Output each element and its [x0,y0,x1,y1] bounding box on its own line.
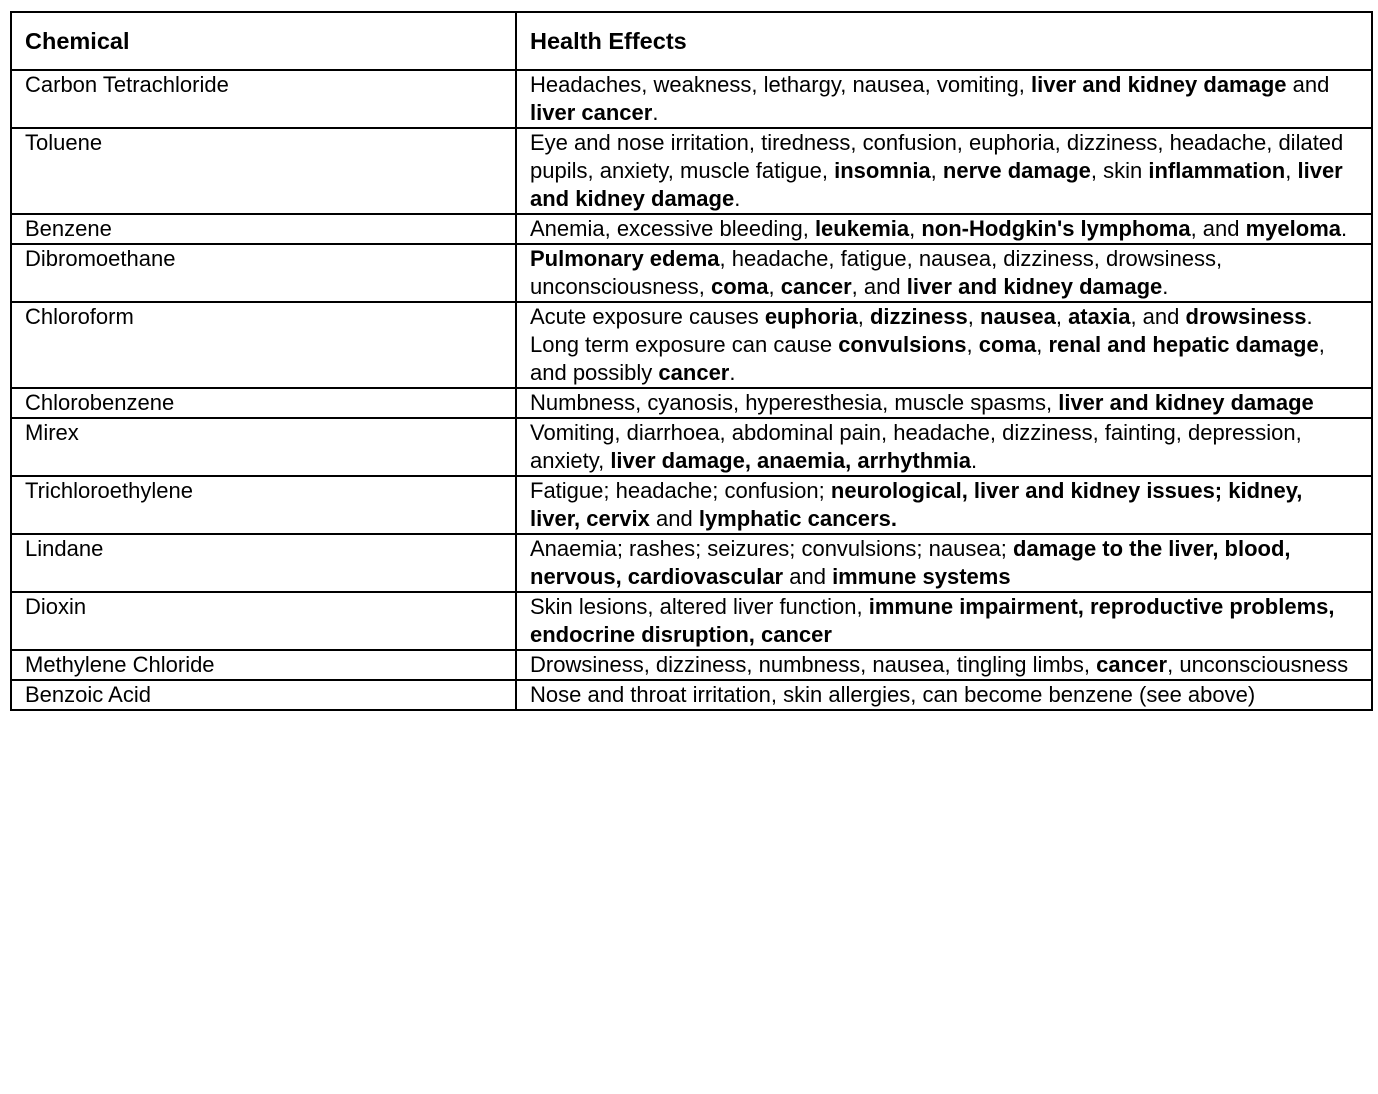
table-row [11,476,1372,534]
effect-text: . [729,360,736,385]
chemical-cell: Benzene [11,214,516,244]
emphasized-effect-text: cancer [1096,652,1168,677]
effect-text: . [971,448,978,473]
effect-text: Acute exposure causes [530,304,765,329]
health-effects-cell [516,650,1372,680]
emphasized-effect-text: liver cancer [530,100,653,125]
effect-text: and [1286,72,1330,97]
health-effects-cell [516,214,1372,244]
table-header-row [11,12,1372,70]
chemical-cell: Dibromoethane [11,244,516,302]
effect-text: , and [851,274,907,299]
effect-text: and [783,564,833,589]
chemical-cell: Carbon Tetrachloride [11,70,516,128]
health-effects-cell [516,476,1372,534]
effect-text: , [930,158,943,183]
emphasized-effect-text: inflammation [1148,158,1286,183]
health-effects-cell [516,388,1372,418]
emphasized-effect-text: renal and hepatic damage [1048,332,1319,357]
column-header-health-effects: Health Effects [516,12,1372,70]
emphasized-effect-text: cancer [780,274,852,299]
emphasized-effect-text: insomnia [834,158,931,183]
emphasized-effect-text: euphoria [764,304,858,329]
table-row [11,650,1372,680]
health-effects-cell [516,70,1372,128]
table-body [11,70,1372,710]
effect-text: , and [1190,216,1246,241]
effect-text: Nose and throat irritation, skin allergies, can become benzene (see above) [530,682,1256,707]
emphasized-effect-text: liver and kidney damage [1058,390,1314,415]
effect-text: Drowsiness, dizziness, numbness, nausea, tingling limbs, [530,652,1097,677]
effect-text: , and possibly [530,332,1325,385]
health-effects-cell [516,244,1372,302]
health-effects-cell [516,128,1372,214]
emphasized-effect-text: dizziness [869,304,968,329]
table-row [11,70,1372,128]
health-effects-table [10,11,1373,711]
effect-text: , [909,216,922,241]
emphasized-effect-text: liver and kidney damage [530,158,1343,211]
emphasized-effect-text: convulsions [838,332,967,357]
chemical-cell: Mirex [11,418,516,476]
emphasized-effect-text: drowsiness [1185,304,1307,329]
emphasized-effect-text: damage to the liver, blood, nervous, cardiovascular [530,536,1291,589]
emphasized-effect-text: immune systems [832,564,1011,589]
effect-text: Anaemia; rashes; seizures; convulsions; nausea; [530,536,1014,561]
emphasized-effect-text: neurological, liver and kidney issues; kidney, liver, cervix [530,478,1303,531]
emphasized-effect-text: coma [711,274,769,299]
health-effects-cell [516,534,1372,592]
effect-text: . [652,100,659,125]
emphasized-effect-text: coma [978,332,1037,357]
table-row [11,680,1372,710]
chemical-cell: Benzoic Acid [11,680,516,710]
health-effects-cell [516,592,1372,650]
effect-text: , [857,304,870,329]
effect-text: Headaches, weakness, lethargy, nausea, vomiting, [530,72,1031,97]
table-row [11,128,1372,214]
effect-text: , [1285,158,1298,183]
emphasized-effect-text: Pulmonary edema [530,246,720,271]
effect-text: . [1341,216,1348,241]
emphasized-effect-text: myeloma [1245,216,1342,241]
chemical-cell: Lindane [11,534,516,592]
chemical-cell: Toluene [11,128,516,214]
table-row [11,592,1372,650]
health-effects-cell [516,302,1372,388]
table-row [11,214,1372,244]
emphasized-effect-text: ataxia [1068,304,1131,329]
effect-text: , [768,274,781,299]
emphasized-effect-text: liver and kidney damage [1030,72,1287,97]
emphasized-effect-text: non-Hodgkin's lymphoma [921,216,1191,241]
table-row [11,302,1372,388]
effect-text: , unconsciousness [1167,652,1349,677]
effect-text: , and [1130,304,1186,329]
emphasized-effect-text: liver and kidney damage [906,274,1163,299]
table-row [11,244,1372,302]
effect-text: , [1036,332,1049,357]
effect-text: , [967,304,980,329]
emphasized-effect-text: nerve damage [942,158,1091,183]
effect-text: . Long term exposure can cause [530,304,1313,357]
emphasized-effect-text: nausea [980,304,1056,329]
emphasized-effect-text: liver damage, anaemia, arrhythmia [610,448,972,473]
chemical-cell: Dioxin [11,592,516,650]
chemical-cell: Chlorobenzene [11,388,516,418]
effect-text: Anemia, excessive bleeding, [530,216,815,241]
column-header-chemical: Chemical [11,12,516,70]
effect-text: , skin [1090,158,1149,183]
chemical-cell: Methylene Chloride [11,650,516,680]
table-row [11,388,1372,418]
table-row [11,534,1372,592]
effect-text: Vomiting, diarrhoea, abdominal pain, headache, dizziness, fainting, depression, anxiety, [530,420,1302,473]
effect-text: . [1162,274,1169,299]
table-row [11,418,1372,476]
chemical-cell: Chloroform [11,302,516,388]
effect-text: and [649,506,699,531]
health-effects-cell [516,680,1372,710]
emphasized-effect-text: leukemia [814,216,910,241]
effect-text: Fatigue; headache; confusion; [530,478,831,503]
chemical-cell: Trichloroethylene [11,476,516,534]
effect-text: , [1055,304,1069,329]
health-effects-cell [516,418,1372,476]
emphasized-effect-text: lymphatic cancers. [698,506,897,531]
emphasized-effect-text: immune impairment, reproductive problems, endocrine disruption, cancer [530,594,1335,647]
effect-text: , [966,332,979,357]
effect-text: . [734,186,741,211]
emphasized-effect-text: cancer [658,360,730,385]
effect-text: , headache, fatigue, nausea, dizziness, drowsiness, unconsciousness, [530,246,1223,299]
effect-text: Numbness, cyanosis, hyperesthesia, muscle spasms, [530,390,1059,415]
effect-text: Eye and nose irritation, tiredness, confusion, euphoria, dizziness, headache, dilated pupils, anxiety, muscle fatigue, [530,130,1344,183]
effect-text: Skin lesions, altered liver function, [530,594,869,619]
